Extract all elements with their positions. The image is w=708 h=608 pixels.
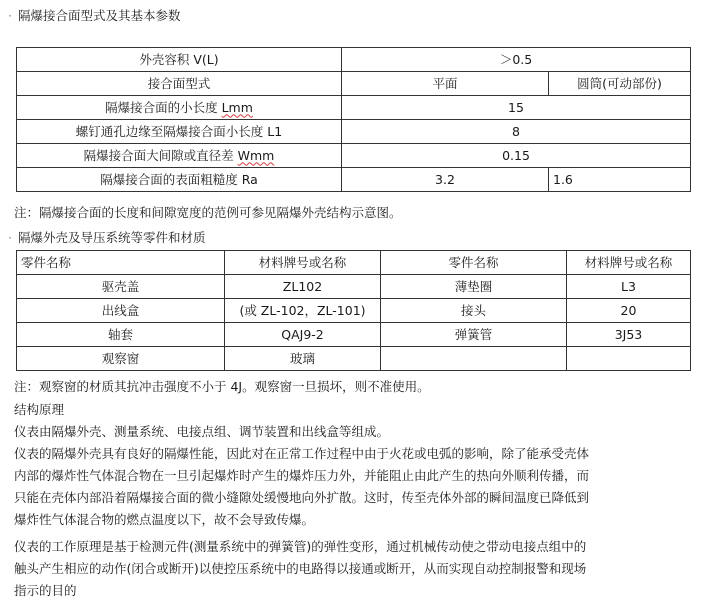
bullet-icon: · [8,230,12,245]
table-header: 零件名称 [381,251,567,275]
joint-parameters-table [16,47,691,192]
table-cell: 1.6 [549,168,691,192]
table-cell: 驱壳盖 [17,275,225,299]
table-row [17,251,691,275]
section-title-joint [8,6,181,24]
table-header: 材料牌号或名称 [225,251,381,275]
table-cell: 隔爆接合面的表面粗糙度 Ra [17,168,342,192]
paragraph-line: 触头产生相应的动作(闭合或断开)以使控压系统中的电路得以接通或断开，从而实现自动控制报警和现场 [14,561,587,576]
table-cell: ZL102 [225,275,381,299]
cell-text-unit: Wmm [237,147,275,163]
table-row [17,48,691,72]
structure-heading: 结构原理 [14,402,65,417]
paragraph-line: 仪表的工作原理是基于检测元件(测量系统中的弹簧管)的弹性变形，通过机械传动使之带动电接点组中的 [14,539,587,554]
paragraph-composition: 仪表由隔爆外壳、测量系统、电接点组、调节装置和出线盒等组成。 [14,424,390,439]
table-cell: 3J53 [567,323,691,347]
bullet-icon: · [8,8,12,23]
paragraph-line: 内部的爆炸性气体混合物在一旦引起爆炸时产生的爆炸压力外，并能阻止由此产生的热向外顺利传播，而 [14,468,590,483]
table-row [17,168,691,192]
table-cell: 接头 [381,299,567,323]
paragraph-line: 仪表的隔爆外壳具有良好的隔爆性能，因此对在正常工作过程中由于火花或电弧的影响，除了能承受壳体 [14,446,590,461]
table-cell: 观察窗 [17,347,225,371]
table-header: 材料牌号或名称 [567,251,691,275]
cell-text: 隔爆接合面大间隙或直径差 [83,147,238,163]
table-cell [567,347,691,371]
table-cell: 15 [342,96,691,120]
table-cell: 出线盒 [17,299,225,323]
section-title-materials [8,228,206,246]
table-cell: 螺钉通孔边缘至隔爆接合面小长度 L1 [17,120,342,144]
table-row [17,299,691,323]
table-cell: 20 [567,299,691,323]
table-cell: ＞0.5 [342,48,691,72]
table-cell: 轴套 [17,323,225,347]
table-cell: (或 ZL-102，ZL-101) [225,299,381,323]
table-cell: 3.2 [342,168,549,192]
cell-text: 隔爆接合面的小长度 [105,99,222,115]
table-cell: 平面 [342,72,549,96]
table-row [17,275,691,299]
table-cell: 接合面型式 [17,72,342,96]
cell-text-unit: Lmm [221,99,253,115]
table-row [17,144,691,168]
table-row [17,347,691,371]
table-header: 零件名称 [17,251,225,275]
table-row [17,72,691,96]
section-title-text: 隔爆外壳及导压系统等零件和材质 [17,230,206,245]
table-cell [17,96,342,120]
note-joint: 注：隔爆接合面的长度和间隙宽度的范例可参见隔爆外壳结构示意图。 [14,205,402,220]
table-cell: 玻璃 [225,347,381,371]
table-cell [17,144,342,168]
paragraph-line: 指示的目的 [14,583,77,598]
table-cell: L3 [567,275,691,299]
note-window: 注：观察窗的材质其抗冲击强度不小于 4J。观察窗一旦损坏，则不准使用。 [14,379,430,394]
table-row [17,96,691,120]
table-cell [381,347,567,371]
table-cell: 8 [342,120,691,144]
table-cell: 弹簧管 [381,323,567,347]
paragraph-line: 爆炸性气体混合物的燃点温度以下，故不会导致传爆。 [14,512,315,527]
paragraph-line: 只能在壳体内部沿着隔爆接合面的微小缝隙处缓慢地向外扩散。这时，传至壳体外部的瞬间温度已降低到 [14,490,590,505]
table-cell: 圆筒(可动部份) [549,72,691,96]
paragraph-explosion-proof [14,443,704,531]
table-row [17,120,691,144]
table-row [17,323,691,347]
table-cell: 外壳容积 V(L) [17,48,342,72]
materials-table [16,250,691,371]
paragraph-working-principle [14,536,704,602]
section-title-text: 隔爆接合面型式及其基本参数 [17,8,181,23]
table-cell: QAJ9-2 [225,323,381,347]
table-cell: 薄垫圈 [381,275,567,299]
table-cell: 0.15 [342,144,691,168]
